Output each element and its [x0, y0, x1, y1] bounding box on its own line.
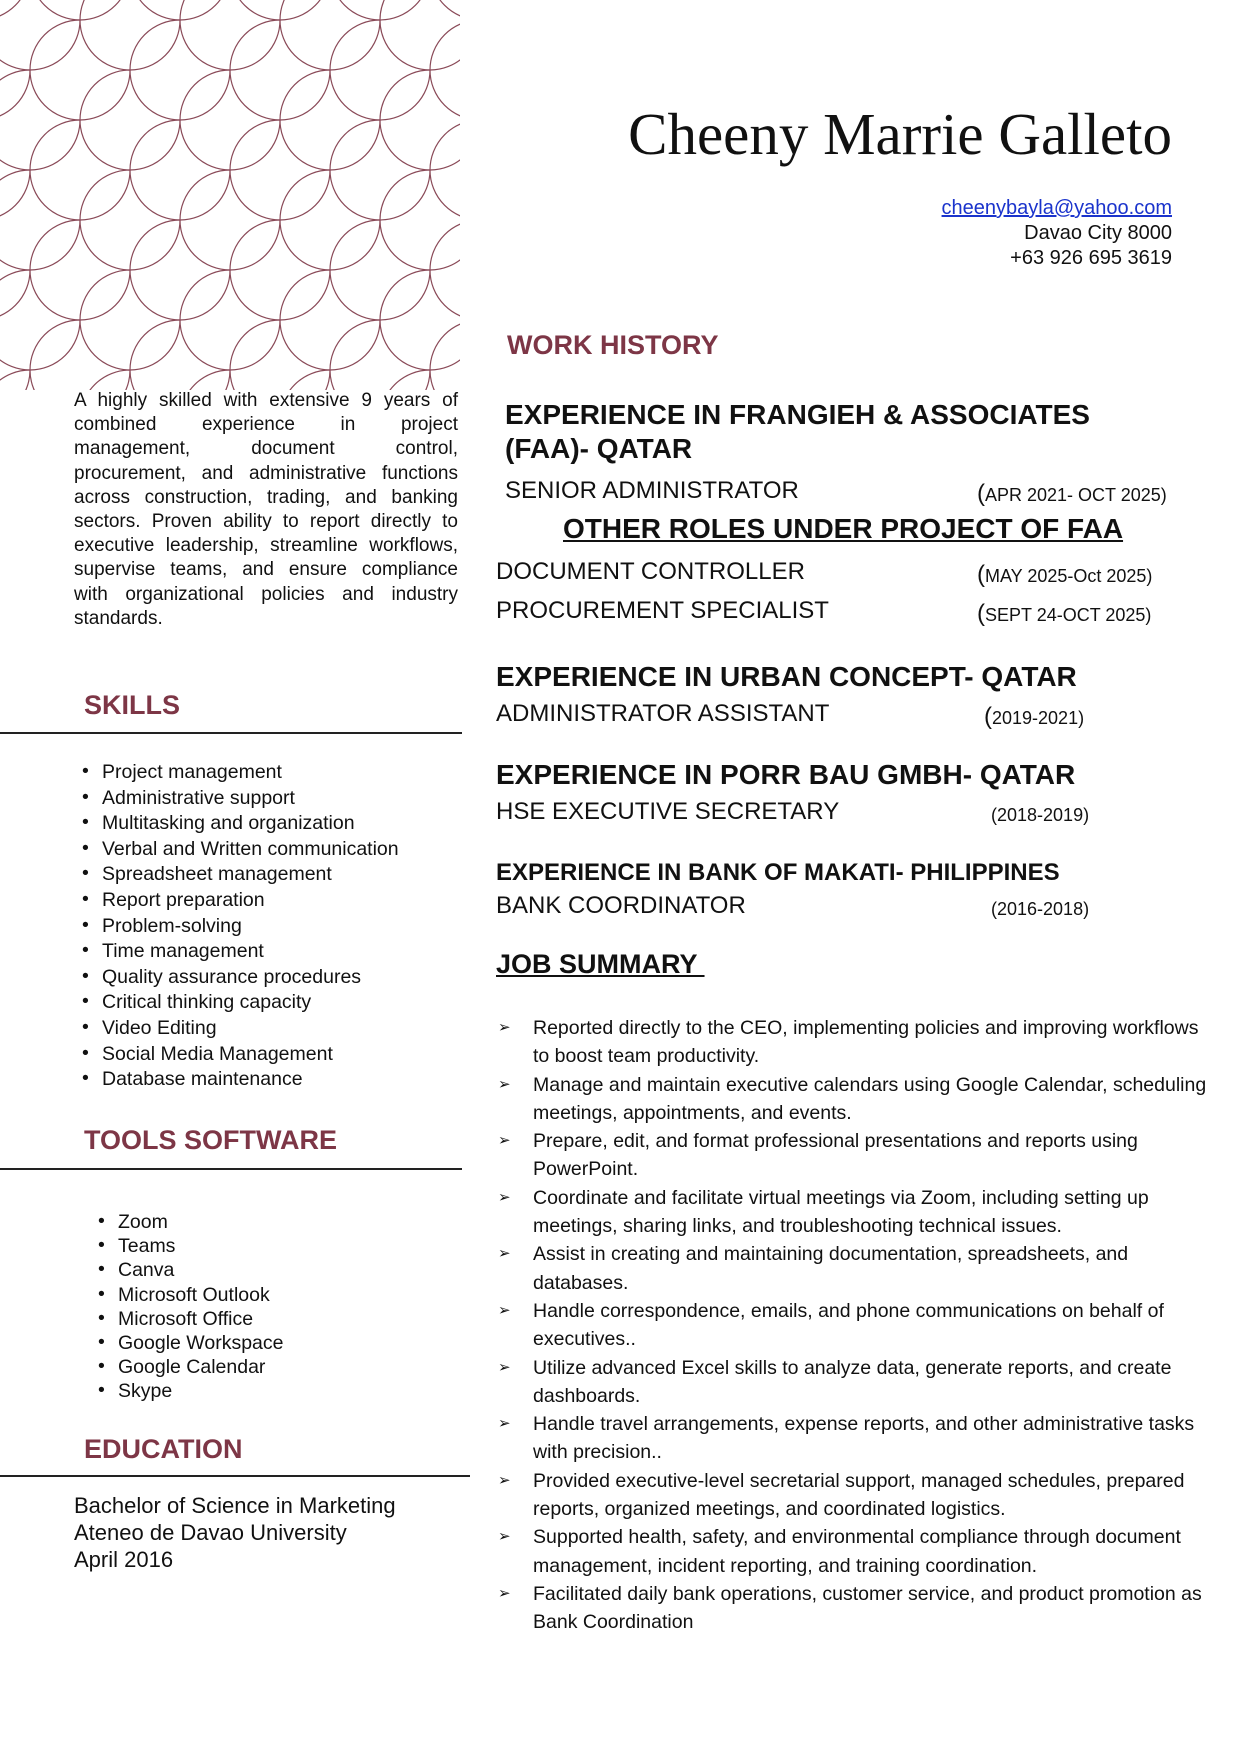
list-item: • Database maintenance: [82, 1067, 399, 1093]
list-item: ➢ Manage and maintain executive calendars using Google Calendar, scheduling meetings, appointments, and events.: [496, 1071, 1211, 1128]
scallop-arc: [280, 70, 330, 120]
list-item: • Verbal and Written communication: [82, 837, 399, 863]
scallop-arc: [330, 120, 380, 170]
scallop-arc: [230, 120, 280, 170]
urban-role: ADMINISTRATOR ASSISTANT: [496, 700, 830, 727]
list-item: • Multitasking and organization: [82, 811, 399, 837]
scallop-arc: [30, 320, 80, 370]
faa-date-paren: (: [977, 480, 985, 507]
other-role-title: PROCUREMENT SPECIALIST: [496, 597, 829, 624]
list-item: ➢ Facilitated daily bank operations, customer service, and product promotion as Bank Coordination: [496, 1580, 1211, 1637]
scallop-arc: [0, 370, 30, 395]
tools-divider: [0, 1168, 462, 1170]
list-item: ➢ Reported directly to the CEO, implementing policies and improving workflows to boost team productivity.: [496, 1014, 1211, 1071]
other-role-date: [977, 561, 1152, 589]
tools-list: [98, 1210, 283, 1404]
scallop-arc: [180, 70, 230, 120]
scallop-arc: [0, 270, 30, 320]
contact-city: Davao City 8000: [1024, 222, 1172, 244]
list-item: ➢ Prepare, edit, and format professional presentations and reports using PowerPoint.: [496, 1127, 1211, 1184]
porr-role: HSE EXECUTIVE SECRETARY: [496, 798, 840, 825]
list-item: • Quality assurance procedures: [82, 965, 399, 991]
scallop-arc: [280, 270, 330, 320]
faa-title-line1: EXPERIENCE IN FRANGIEH & ASSOCIATES: [505, 399, 1090, 430]
other-roles-heading: OTHER ROLES UNDER PROJECT OF FAA: [563, 513, 1124, 544]
education-heading: EDUCATION: [84, 1434, 243, 1464]
scallop-arc: [30, 220, 80, 270]
list-item: • Administrative support: [82, 786, 399, 812]
scallop-arc: [230, 220, 280, 270]
scallop-arc: [380, 20, 460, 70]
list-item: ➢ Assist in creating and maintaining documentation, spreadsheets, and databases.: [496, 1240, 1211, 1297]
list-item: • Project management: [82, 760, 399, 786]
list-item: • Spreadsheet management: [82, 862, 399, 888]
scallop-arc: [380, 170, 430, 220]
list-item: • Skype: [98, 1379, 283, 1403]
scallop-arc: [380, 220, 460, 270]
skills-divider: [0, 732, 462, 734]
scallop-pattern-decoration: [0, 0, 460, 395]
scallop-arc: [30, 20, 80, 70]
scallop-arc: [180, 170, 230, 220]
education-divider: [0, 1475, 470, 1477]
scallop-arc: [130, 20, 180, 70]
skills-list: [82, 760, 399, 1093]
contact-block: [942, 196, 1172, 271]
education-degree: Bachelor of Science in Marketing: [74, 1493, 396, 1518]
candidate-name: Cheeny Marrie Galleto: [628, 101, 1172, 167]
scallop-arc: [430, 70, 460, 120]
other-role-date-paren: (: [977, 561, 985, 588]
faa-date: [977, 480, 1167, 508]
list-item: ➢ Supported health, safety, and environmental compliance through document management, incident reporting, and training coordination.: [496, 1523, 1211, 1580]
list-item: • Social Media Management: [82, 1042, 399, 1068]
scallop-arc: [0, 120, 80, 170]
scallop-arc: [380, 320, 460, 370]
porr-date: (2018-2019): [991, 805, 1090, 825]
list-item: ➢ Handle travel arrangements, expense reports, and other administrative tasks with precision..: [496, 1410, 1211, 1467]
list-item: • Canva: [98, 1258, 283, 1282]
contact-phone: +63 926 695 3619: [1010, 247, 1172, 269]
list-item: • Report preparation: [82, 888, 399, 914]
email-link[interactable]: cheenybayla@yahoo.com: [941, 197, 1172, 219]
urban-date-paren: (: [984, 703, 992, 730]
scallop-arc: [0, 70, 30, 120]
makati-date: (2016-2018): [991, 899, 1090, 919]
other-role-date-paren: (: [977, 600, 985, 627]
scallop-arc: [80, 70, 130, 120]
list-item: • Microsoft Outlook: [98, 1283, 283, 1307]
urban-date-text: 2019-2021): [992, 708, 1085, 728]
other-role-date-text: SEPT 24-OCT 2025): [985, 605, 1152, 625]
scallop-arc: [80, 0, 130, 20]
scallop-arc: [430, 170, 460, 220]
list-item: • Video Editing: [82, 1016, 399, 1042]
job-summary-list: [496, 1014, 1211, 1637]
list-item: • Time management: [82, 939, 399, 965]
profile-summary: A highly skilled with extensive 9 years of combined experience in project management, document control, procurement, and administrative functions across construction, trading, and banking sectors. Proven ability to report directly to executive leadership, streamline workflows, supervise teams, and ensure compliance with organizational policies and industry standards.: [74, 390, 458, 629]
scallop-arc: [0, 370, 30, 395]
faa-role: SENIOR ADMINISTRATOR: [505, 477, 799, 504]
skills-heading: SKILLS: [84, 690, 181, 720]
scallop-arc: [230, 320, 280, 370]
scallop-arc: [430, 0, 460, 20]
tools-heading: TOOLS SOFTWARE: [84, 1125, 338, 1155]
scallop-arc: [130, 320, 180, 370]
other-role-date-text: MAY 2025-Oct 2025): [985, 566, 1153, 586]
faa-title-line2: (FAA)- QATAR: [505, 433, 693, 464]
scallop-arc: [280, 0, 330, 20]
scallop-arc: [0, 0, 30, 20]
education-block: [74, 1492, 396, 1573]
scallop-arc: [0, 220, 80, 270]
makati-experience-title: EXPERIENCE IN BANK OF MAKATI- PHILIPPINES: [496, 859, 1060, 886]
education-school: Ateneo de Davao University: [74, 1520, 347, 1545]
scallop-arc: [430, 270, 460, 320]
scallop-arc: [380, 0, 430, 20]
scallop-arc: [180, 270, 230, 320]
work-history-heading: WORK HISTORY: [507, 330, 719, 360]
list-item: ➢ Provided executive-level secretarial support, managed schedules, prepared reports, organized meetings, and coordinated logistics.: [496, 1467, 1211, 1524]
other-role-title: DOCUMENT CONTROLLER: [496, 558, 805, 585]
scallop-arc: [80, 270, 130, 320]
scallop-arc: [180, 0, 230, 20]
list-item: • Zoom: [98, 1210, 283, 1234]
list-item: • Google Calendar: [98, 1355, 283, 1379]
scallop-arc: [130, 220, 180, 270]
list-item: ➢ Coordinate and facilitate virtual meetings via Zoom, including setting up meetings, sharing links, and troubleshooting technical issues.: [496, 1184, 1211, 1241]
urban-date: [984, 703, 1084, 731]
scallop-arc: [280, 170, 330, 220]
scallop-arc: [380, 70, 430, 120]
education-date: April 2016: [74, 1547, 174, 1572]
list-item: • Critical thinking capacity: [82, 990, 399, 1016]
scallop-arc: [0, 170, 30, 220]
porr-experience-title: EXPERIENCE IN PORR BAU GMBH- QATAR: [496, 759, 1076, 790]
faa-date-text: APR 2021- OCT 2025): [985, 485, 1167, 505]
scallop-arc: [380, 270, 430, 320]
scallop-arc: [0, 20, 80, 70]
list-item: • Teams: [98, 1234, 283, 1258]
list-item: ➢ Utilize advanced Excel skills to analyze data, generate reports, and create dashboards.: [496, 1354, 1211, 1411]
scallop-arc: [0, 320, 80, 370]
scallop-arc: [330, 220, 380, 270]
scallop-arc: [330, 320, 380, 370]
urban-experience-title: EXPERIENCE IN URBAN CONCEPT- QATAR: [496, 661, 1077, 692]
makati-role: BANK COORDINATOR: [496, 892, 746, 919]
faa-experience-title: [505, 398, 1090, 466]
scallop-arc: [380, 120, 460, 170]
scallop-arc: [330, 20, 380, 70]
list-item: • Problem-solving: [82, 914, 399, 940]
scallop-arc: [30, 120, 80, 170]
scallop-arc: [80, 170, 130, 220]
scallop-arc: [130, 120, 180, 170]
other-role-date: [977, 600, 1151, 628]
list-item: ➢ Handle correspondence, emails, and phone communications on behalf of executives..: [496, 1297, 1211, 1354]
list-item: • Microsoft Office: [98, 1307, 283, 1331]
scallop-arc: [0, 0, 30, 20]
job-summary-heading: JOB SUMMARY: [496, 949, 705, 979]
list-item: • Google Workspace: [98, 1331, 283, 1355]
scallop-arc: [230, 20, 280, 70]
